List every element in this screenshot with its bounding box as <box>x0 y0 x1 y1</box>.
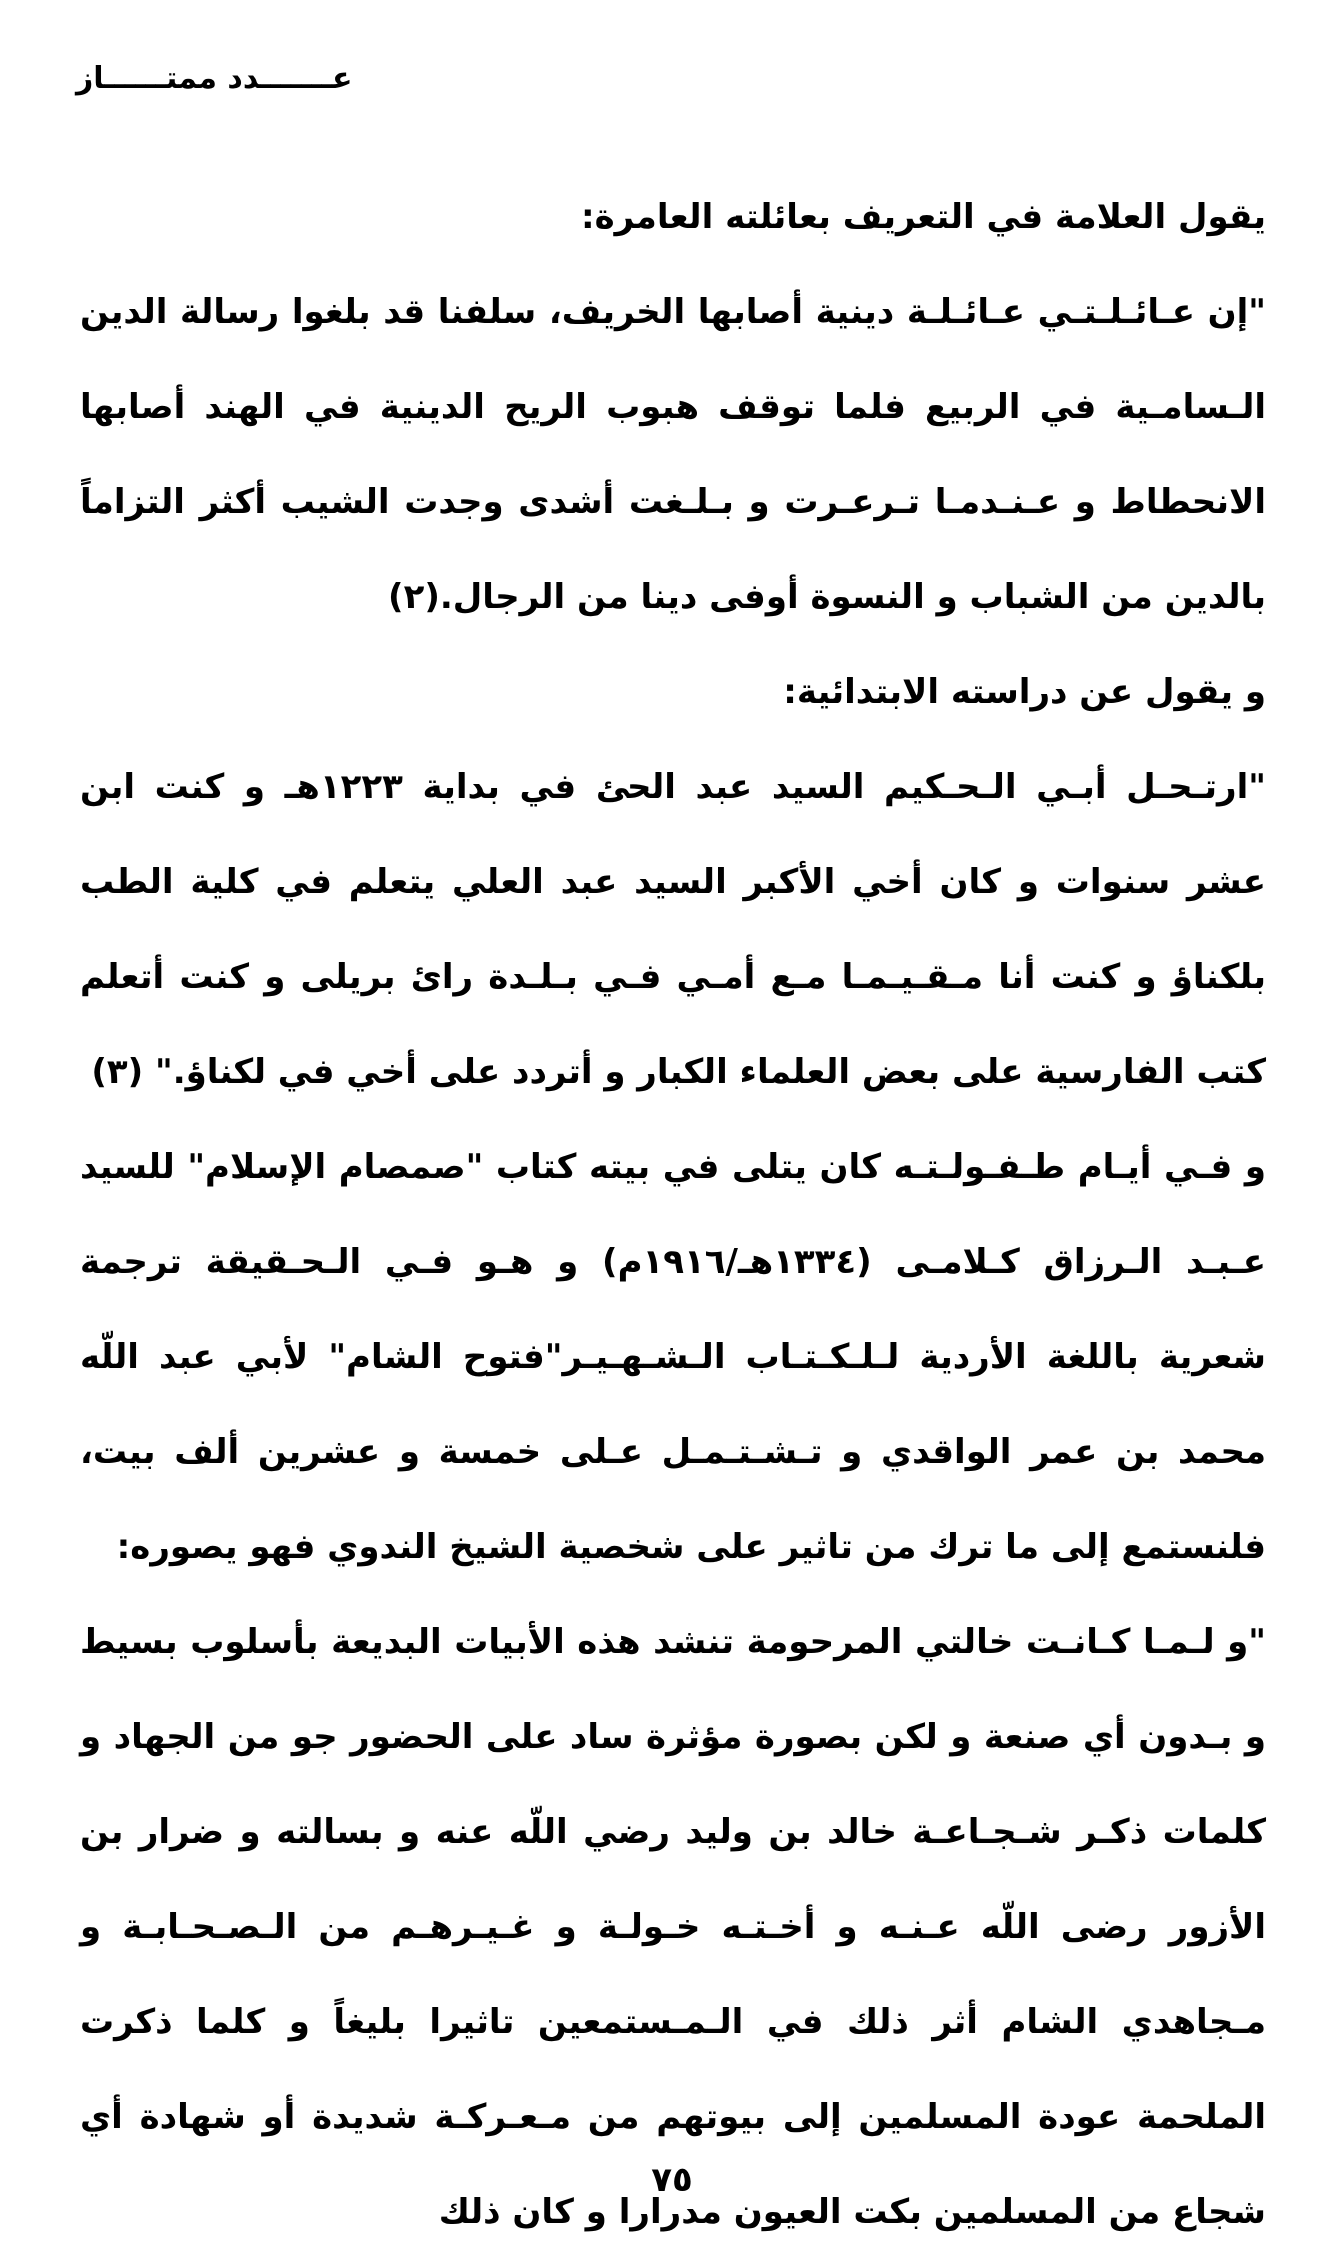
quote-aunt-recitation: "و لـمـا كـانـت خالتي المرحومة تنشد هذه الأبيات البديعة بأسلوب بسيط و بـدون أي صنعة و لكن بصورة مؤثرة ساد على الحضور جو من الجهاد و كلمات ذكـر شـجـاعـة خالد بن وليد رضي اللّه عنه و بسالته و ضرار بن الأزور رضى اللّه عـنـه و أخـتـه خـولـة و غـيـرهـم من الـصـحـابـة و مـجاهدي الشام أثر ذلك في الـمـستمعين تاثيرا بليغاً و كلما ذكرت الملحمة عودة المسلمين إلى بيوتهم من مـعـركـة شديدة أو شهادة أي شجاع من المسلمين بكت العيون مدرارا و كان ذلك <box>80 1622 1266 2232</box>
body-text <box>80 170 1266 2260</box>
paragraph-intro-education: و يقول عن دراسته الابتدائية: <box>783 672 1266 712</box>
paragraph-childhood: و فـي أيـام طـفـولـتـه كان يتلى في بيته كتاب "صمصام الإسلام" للسيد عـبـد الـرزاق كـلامـى (١٣٣٤هـ/١٩١٦م) و هـو فـي الـحـقيقة ترجمة شعرية باللغة الأردية لـلـكـتـاب الـشـهـيـر"فتوح الشام" لأبي عبد اللّه محمد بن عمر الواقدي و تـشـتـمـل عـلى خمسة و عشرين ألف بيت، فلنستمع إلى ما ترك من تاثير على شخصية الشيخ الندوي فهو يصوره: <box>80 1147 1266 1567</box>
running-header-title: عـــــــدد ممتــــــاز <box>76 60 353 96</box>
quote-family: "إن عـائـلـتـي عـائـلـة دينية أصابها الخريف، سلفنا قد بلغوا رسالة الدين الـسامـية في الربيع فلما توقف هبوب الريح الدينية في الهند أصابها الانحطاط و عـنـدمـا تـرعـرت و بـلـغت أشدى وجدت الشيب أكثر التزاماً بالدين من الشباب و النسوة أوفى دينا من الرجال.(٢) <box>80 292 1266 617</box>
running-header <box>76 54 396 102</box>
quote-education: "ارتـحـل أبـي الـحـكيم السيد عبد الحئ في بداية ١٢٢٣هـ و كنت ابن عشر سنوات و كان أخي الأكبر السيد عبد العلي يتعلم في كلية الطب بلكناؤ و كنت أنا مـقـيـمـا مـع أمـي فـي بـلـدة رائ بريلى و كنت أتعلم كتب الفارسية على بعض العلماء الكبار و أتردد على أخي في لكناؤ." (٣) <box>80 767 1266 1092</box>
page-number: ٧٥ <box>651 2160 693 2200</box>
paragraph-intro-family: يقول العلامة في التعريف بعائلته العامرة: <box>580 197 1266 237</box>
